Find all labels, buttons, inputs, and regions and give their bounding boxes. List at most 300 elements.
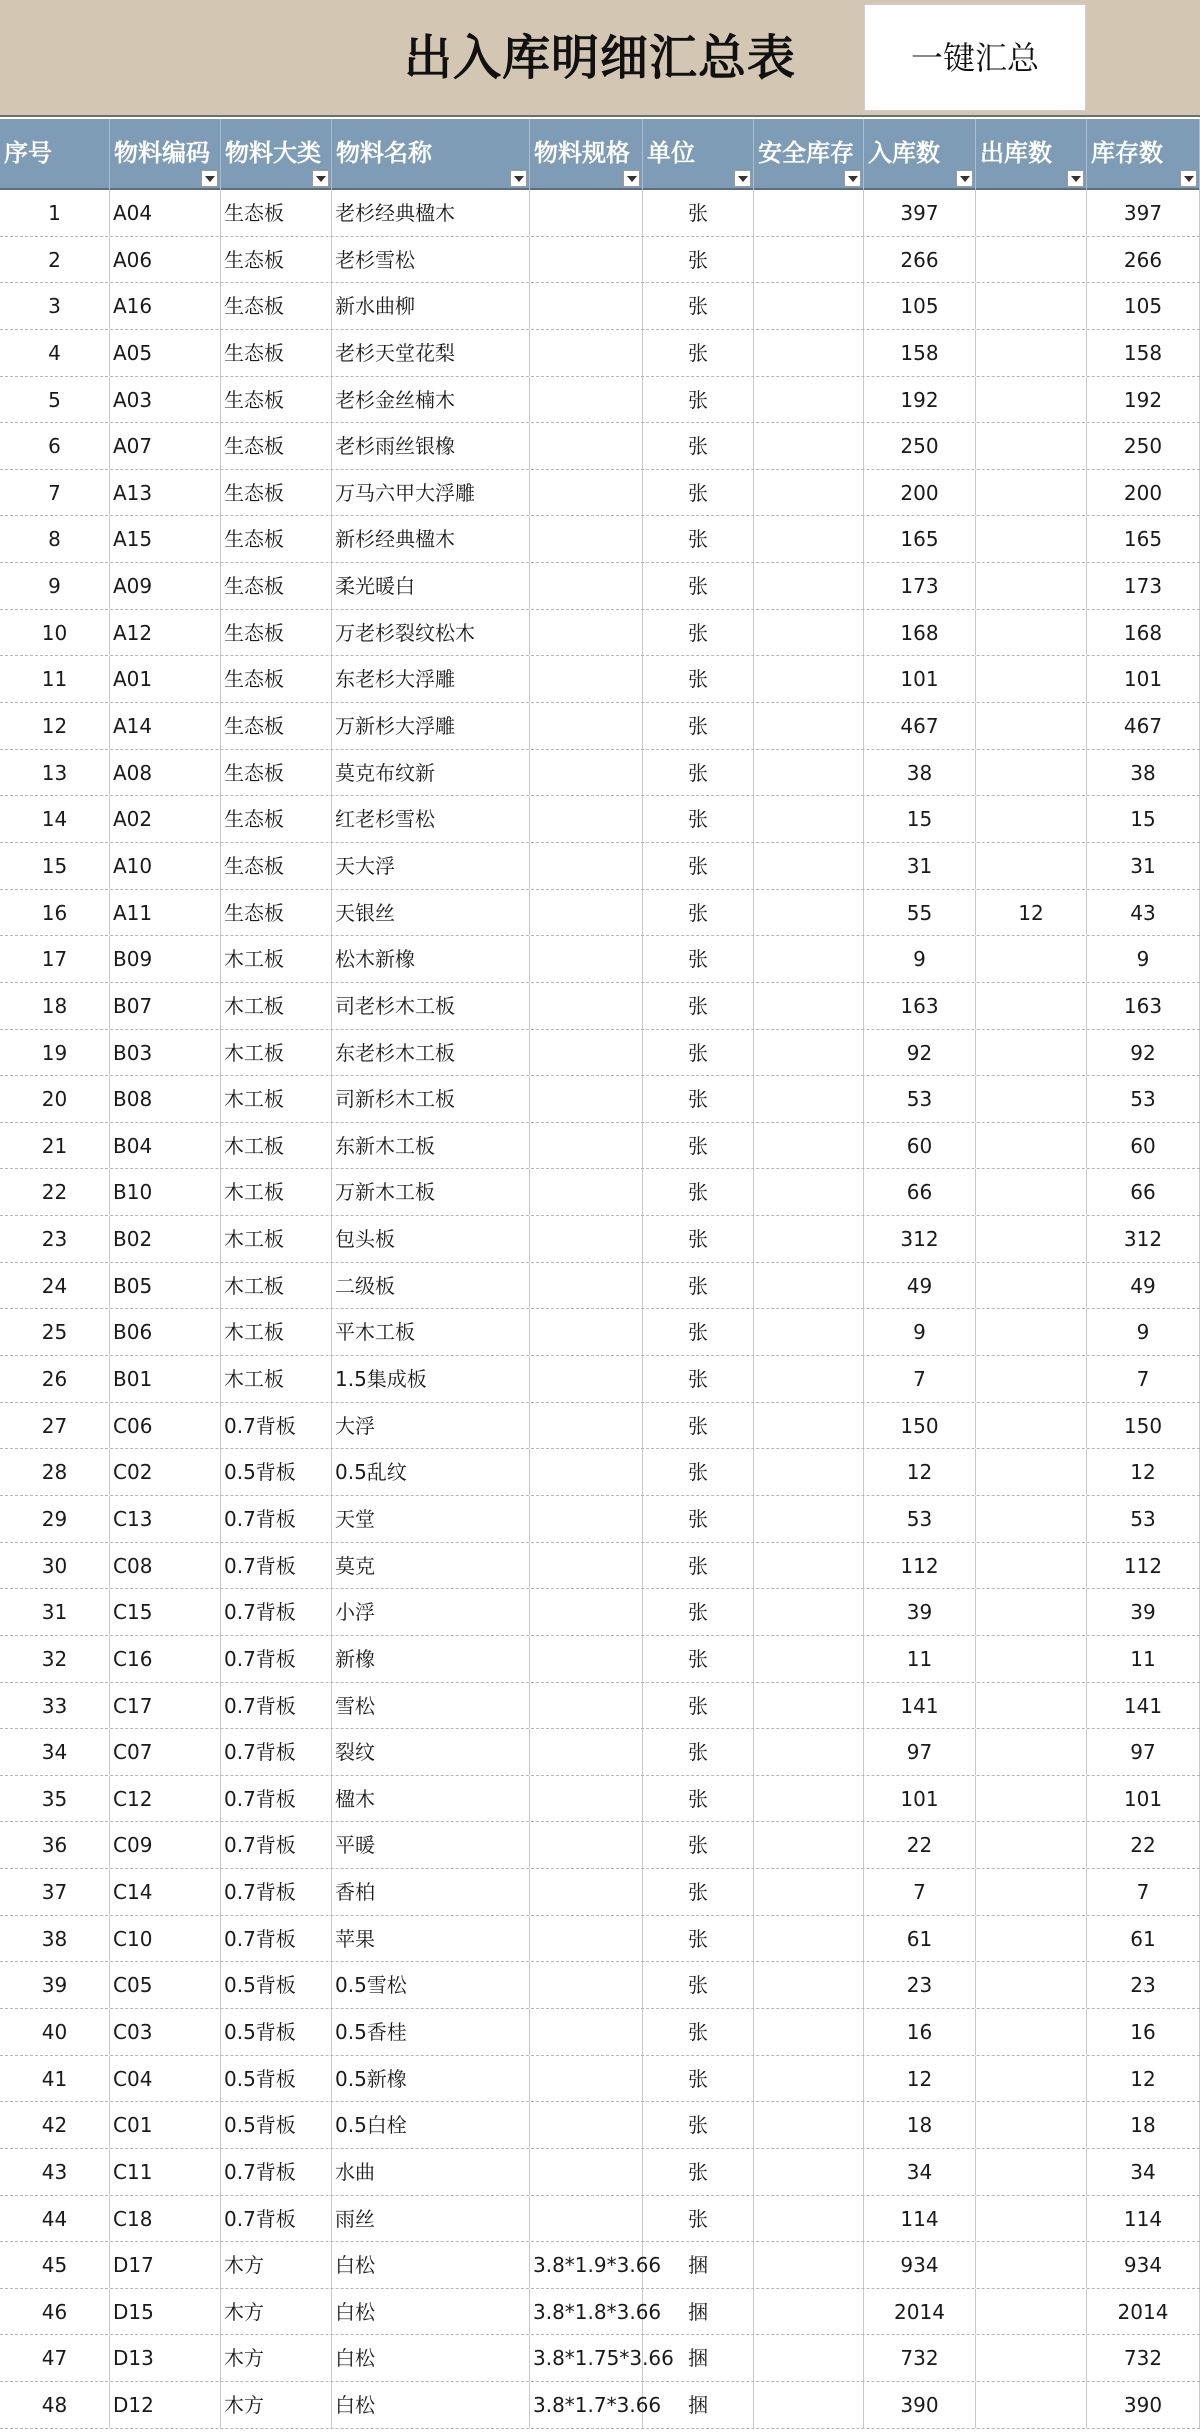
cell-col-spec[interactable] xyxy=(530,1916,643,1962)
cell-col-safety-stock[interactable] xyxy=(754,237,864,283)
cell-col-inbound[interactable]: 934 xyxy=(864,2242,976,2288)
filter-dropdown-icon[interactable] xyxy=(201,170,218,187)
cell-col-outbound[interactable] xyxy=(976,1216,1087,1262)
cell-col-seq[interactable]: 33 xyxy=(0,1683,110,1729)
cell-col-category[interactable]: 生态板 xyxy=(221,516,332,562)
cell-col-code[interactable]: C02 xyxy=(110,1449,221,1495)
cell-col-inbound[interactable]: 39 xyxy=(864,1589,976,1635)
cell-col-safety-stock[interactable] xyxy=(754,1076,864,1122)
cell-col-outbound[interactable] xyxy=(976,1962,1087,2008)
cell-col-outbound[interactable] xyxy=(976,2196,1087,2242)
cell-col-stock[interactable]: 38 xyxy=(1087,750,1200,796)
cell-col-stock[interactable]: 112 xyxy=(1087,1543,1200,1589)
cell-col-code[interactable]: B04 xyxy=(110,1123,221,1169)
cell-col-name[interactable]: 天堂 xyxy=(332,1496,530,1542)
cell-col-stock[interactable]: 66 xyxy=(1087,1169,1200,1215)
cell-col-unit[interactable]: 张 xyxy=(643,1309,754,1355)
cell-col-safety-stock[interactable] xyxy=(754,703,864,749)
cell-col-inbound[interactable]: 49 xyxy=(864,1263,976,1309)
cell-col-unit[interactable]: 张 xyxy=(643,1683,754,1729)
cell-col-spec[interactable] xyxy=(530,377,643,423)
cell-col-safety-stock[interactable] xyxy=(754,610,864,656)
cell-col-stock[interactable]: 53 xyxy=(1087,1496,1200,1542)
cell-col-name[interactable]: 苹果 xyxy=(332,1916,530,1962)
cell-col-stock[interactable]: 31 xyxy=(1087,843,1200,889)
cell-col-spec[interactable] xyxy=(530,516,643,562)
cell-col-name[interactable]: 平木工板 xyxy=(332,1309,530,1355)
cell-col-spec[interactable] xyxy=(530,796,643,842)
cell-col-safety-stock[interactable] xyxy=(754,1636,864,1682)
cell-col-unit[interactable]: 张 xyxy=(643,796,754,842)
cell-col-stock[interactable]: 7 xyxy=(1087,1356,1200,1402)
cell-col-category[interactable]: 木工板 xyxy=(221,1030,332,1076)
cell-col-stock[interactable]: 101 xyxy=(1087,656,1200,702)
cell-col-inbound[interactable]: 114 xyxy=(864,2196,976,2242)
cell-col-inbound[interactable]: 60 xyxy=(864,1123,976,1169)
cell-col-stock[interactable]: 15 xyxy=(1087,796,1200,842)
cell-col-name[interactable]: 老杉经典楹木 xyxy=(332,190,530,236)
cell-col-unit[interactable]: 张 xyxy=(643,1263,754,1309)
cell-col-seq[interactable]: 18 xyxy=(0,983,110,1029)
cell-col-spec[interactable] xyxy=(530,1636,643,1682)
cell-col-unit[interactable]: 张 xyxy=(643,1962,754,2008)
cell-col-unit[interactable]: 张 xyxy=(643,470,754,516)
cell-col-code[interactable]: A12 xyxy=(110,610,221,656)
cell-col-code[interactable]: A10 xyxy=(110,843,221,889)
cell-col-unit[interactable]: 张 xyxy=(643,983,754,1029)
cell-col-seq[interactable]: 22 xyxy=(0,1169,110,1215)
cell-col-code[interactable]: A11 xyxy=(110,890,221,936)
cell-col-category[interactable]: 0.7背板 xyxy=(221,1403,332,1449)
cell-col-unit[interactable]: 张 xyxy=(643,1030,754,1076)
cell-col-spec[interactable] xyxy=(530,656,643,702)
cell-col-safety-stock[interactable] xyxy=(754,2335,864,2381)
cell-col-inbound[interactable]: 7 xyxy=(864,1356,976,1402)
cell-col-stock[interactable]: 312 xyxy=(1087,1216,1200,1262)
cell-col-name[interactable]: 松木新橡 xyxy=(332,936,530,982)
cell-col-stock[interactable]: 397 xyxy=(1087,190,1200,236)
cell-col-category[interactable]: 生态板 xyxy=(221,890,332,936)
cell-col-unit[interactable]: 张 xyxy=(643,1916,754,1962)
cell-col-outbound[interactable] xyxy=(976,1589,1087,1635)
cell-col-category[interactable]: 生态板 xyxy=(221,796,332,842)
cell-col-category[interactable]: 生态板 xyxy=(221,423,332,469)
cell-col-unit[interactable]: 捆 xyxy=(643,2242,754,2288)
cell-col-safety-stock[interactable] xyxy=(754,1776,864,1822)
cell-col-code[interactable]: C08 xyxy=(110,1543,221,1589)
cell-col-outbound[interactable] xyxy=(976,1356,1087,1402)
cell-col-stock[interactable]: 49 xyxy=(1087,1263,1200,1309)
cell-col-seq[interactable]: 23 xyxy=(0,1216,110,1262)
cell-col-outbound[interactable] xyxy=(976,1403,1087,1449)
cell-col-outbound[interactable] xyxy=(976,1123,1087,1169)
cell-col-stock[interactable]: 390 xyxy=(1087,2382,1200,2428)
cell-col-code[interactable]: A15 xyxy=(110,516,221,562)
cell-col-category[interactable]: 生态板 xyxy=(221,190,332,236)
cell-col-spec[interactable]: 3.8*1.75*3.66 xyxy=(530,2335,643,2381)
cell-col-inbound[interactable]: 55 xyxy=(864,890,976,936)
cell-col-inbound[interactable]: 53 xyxy=(864,1076,976,1122)
cell-col-category[interactable]: 生态板 xyxy=(221,377,332,423)
cell-col-outbound[interactable] xyxy=(976,1683,1087,1729)
cell-col-seq[interactable]: 47 xyxy=(0,2335,110,2381)
cell-col-spec[interactable] xyxy=(530,1403,643,1449)
filter-dropdown-icon[interactable] xyxy=(956,170,973,187)
cell-col-stock[interactable]: 61 xyxy=(1087,1916,1200,1962)
cell-col-code[interactable]: C01 xyxy=(110,2102,221,2148)
cell-col-inbound[interactable]: 66 xyxy=(864,1169,976,1215)
cell-col-outbound[interactable] xyxy=(976,983,1087,1029)
cell-col-seq[interactable]: 31 xyxy=(0,1589,110,1635)
cell-col-seq[interactable]: 3 xyxy=(0,283,110,329)
cell-col-code[interactable]: B06 xyxy=(110,1309,221,1355)
cell-col-safety-stock[interactable] xyxy=(754,1263,864,1309)
cell-col-category[interactable]: 生态板 xyxy=(221,283,332,329)
cell-col-code[interactable]: C10 xyxy=(110,1916,221,1962)
cell-col-inbound[interactable]: 200 xyxy=(864,470,976,516)
cell-col-inbound[interactable]: 12 xyxy=(864,1449,976,1495)
cell-col-safety-stock[interactable] xyxy=(754,1169,864,1215)
cell-col-unit[interactable]: 张 xyxy=(643,656,754,702)
cell-col-inbound[interactable]: 12 xyxy=(864,2056,976,2102)
cell-col-spec[interactable]: 3.8*1.8*3.66 xyxy=(530,2289,643,2335)
filter-dropdown-icon[interactable] xyxy=(623,170,640,187)
cell-col-seq[interactable]: 35 xyxy=(0,1776,110,1822)
cell-col-category[interactable]: 木工板 xyxy=(221,1169,332,1215)
cell-col-name[interactable]: 雪松 xyxy=(332,1683,530,1729)
cell-col-outbound[interactable] xyxy=(976,1496,1087,1542)
cell-col-safety-stock[interactable] xyxy=(754,563,864,609)
filter-dropdown-icon[interactable] xyxy=(1067,170,1084,187)
cell-col-spec[interactable] xyxy=(530,1309,643,1355)
cell-col-stock[interactable]: 165 xyxy=(1087,516,1200,562)
cell-col-inbound[interactable]: 38 xyxy=(864,750,976,796)
filter-dropdown-icon[interactable] xyxy=(510,170,527,187)
cell-col-inbound[interactable]: 18 xyxy=(864,2102,976,2148)
cell-col-code[interactable]: D17 xyxy=(110,2242,221,2288)
cell-col-inbound[interactable]: 467 xyxy=(864,703,976,749)
cell-col-name[interactable]: 东新木工板 xyxy=(332,1123,530,1169)
cell-col-stock[interactable]: 101 xyxy=(1087,1776,1200,1822)
cell-col-spec[interactable] xyxy=(530,563,643,609)
cell-col-inbound[interactable]: 7 xyxy=(864,1869,976,1915)
cell-col-inbound[interactable]: 53 xyxy=(864,1496,976,1542)
cell-col-category[interactable]: 木工板 xyxy=(221,1309,332,1355)
cell-col-unit[interactable]: 张 xyxy=(643,843,754,889)
cell-col-outbound[interactable]: 12 xyxy=(976,890,1087,936)
cell-col-category[interactable]: 生态板 xyxy=(221,563,332,609)
cell-col-code[interactable]: A14 xyxy=(110,703,221,749)
cell-col-stock[interactable]: 60 xyxy=(1087,1123,1200,1169)
cell-col-safety-stock[interactable] xyxy=(754,2289,864,2335)
cell-col-stock[interactable]: 34 xyxy=(1087,2149,1200,2195)
cell-col-outbound[interactable] xyxy=(976,423,1087,469)
cell-col-spec[interactable] xyxy=(530,2102,643,2148)
cell-col-code[interactable]: A01 xyxy=(110,656,221,702)
cell-col-outbound[interactable] xyxy=(976,2009,1087,2055)
cell-col-code[interactable]: C09 xyxy=(110,1822,221,1868)
cell-col-spec[interactable] xyxy=(530,1543,643,1589)
cell-col-unit[interactable]: 张 xyxy=(643,1496,754,1542)
cell-col-outbound[interactable] xyxy=(976,796,1087,842)
cell-col-seq[interactable]: 16 xyxy=(0,890,110,936)
summary-button[interactable]: 一键汇总 xyxy=(864,4,1086,111)
cell-col-spec[interactable] xyxy=(530,1169,643,1215)
cell-col-name[interactable]: 包头板 xyxy=(332,1216,530,1262)
cell-col-name[interactable]: 老杉雪松 xyxy=(332,237,530,283)
cell-col-outbound[interactable] xyxy=(976,1263,1087,1309)
cell-col-seq[interactable]: 13 xyxy=(0,750,110,796)
cell-col-inbound[interactable]: 390 xyxy=(864,2382,976,2428)
cell-col-name[interactable]: 小浮 xyxy=(332,1589,530,1635)
cell-col-code[interactable]: B09 xyxy=(110,936,221,982)
cell-col-seq[interactable]: 41 xyxy=(0,2056,110,2102)
cell-col-spec[interactable] xyxy=(530,1869,643,1915)
cell-col-code[interactable]: B05 xyxy=(110,1263,221,1309)
cell-col-spec[interactable] xyxy=(530,423,643,469)
cell-col-stock[interactable]: 11 xyxy=(1087,1636,1200,1682)
cell-col-name[interactable]: 东老杉大浮雕 xyxy=(332,656,530,702)
cell-col-safety-stock[interactable] xyxy=(754,890,864,936)
cell-col-spec[interactable] xyxy=(530,890,643,936)
cell-col-safety-stock[interactable] xyxy=(754,377,864,423)
cell-col-outbound[interactable] xyxy=(976,656,1087,702)
cell-col-code[interactable]: C03 xyxy=(110,2009,221,2055)
cell-col-stock[interactable]: 22 xyxy=(1087,1822,1200,1868)
cell-col-safety-stock[interactable] xyxy=(754,1543,864,1589)
cell-col-spec[interactable] xyxy=(530,283,643,329)
cell-col-unit[interactable]: 张 xyxy=(643,1869,754,1915)
cell-col-category[interactable]: 生态板 xyxy=(221,703,332,749)
cell-col-stock[interactable]: 732 xyxy=(1087,2335,1200,2381)
cell-col-spec[interactable] xyxy=(530,1216,643,1262)
cell-col-code[interactable]: A08 xyxy=(110,750,221,796)
cell-col-inbound[interactable]: 11 xyxy=(864,1636,976,1682)
cell-col-spec[interactable] xyxy=(530,1776,643,1822)
cell-col-name[interactable]: 裂纹 xyxy=(332,1729,530,1775)
cell-col-code[interactable]: D13 xyxy=(110,2335,221,2381)
cell-col-code[interactable]: D12 xyxy=(110,2382,221,2428)
cell-col-category[interactable]: 生态板 xyxy=(221,750,332,796)
cell-col-unit[interactable]: 张 xyxy=(643,2196,754,2242)
cell-col-seq[interactable]: 40 xyxy=(0,2009,110,2055)
cell-col-outbound[interactable] xyxy=(976,1636,1087,1682)
cell-col-inbound[interactable]: 16 xyxy=(864,2009,976,2055)
cell-col-safety-stock[interactable] xyxy=(754,1309,864,1355)
cell-col-spec[interactable]: 3.8*1.9*3.66 xyxy=(530,2242,643,2288)
cell-col-name[interactable]: 老杉雨丝银橡 xyxy=(332,423,530,469)
cell-col-unit[interactable]: 张 xyxy=(643,516,754,562)
cell-col-unit[interactable]: 张 xyxy=(643,563,754,609)
cell-col-name[interactable]: 万新杉大浮雕 xyxy=(332,703,530,749)
cell-col-stock[interactable]: 168 xyxy=(1087,610,1200,656)
filter-dropdown-icon[interactable] xyxy=(312,170,329,187)
cell-col-spec[interactable] xyxy=(530,2056,643,2102)
cell-col-outbound[interactable] xyxy=(976,1916,1087,1962)
cell-col-unit[interactable]: 张 xyxy=(643,423,754,469)
cell-col-spec[interactable] xyxy=(530,936,643,982)
cell-col-stock[interactable]: 9 xyxy=(1087,936,1200,982)
cell-col-code[interactable]: A05 xyxy=(110,330,221,376)
cell-col-seq[interactable]: 1 xyxy=(0,190,110,236)
cell-col-name[interactable]: 新杉经典楹木 xyxy=(332,516,530,562)
cell-col-category[interactable]: 木工板 xyxy=(221,1356,332,1402)
cell-col-seq[interactable]: 14 xyxy=(0,796,110,842)
cell-col-category[interactable]: 木工板 xyxy=(221,1076,332,1122)
cell-col-name[interactable]: 0.5新橡 xyxy=(332,2056,530,2102)
cell-col-code[interactable]: C13 xyxy=(110,1496,221,1542)
cell-col-outbound[interactable] xyxy=(976,470,1087,516)
cell-col-code[interactable]: C05 xyxy=(110,1962,221,2008)
cell-col-name[interactable]: 1.5集成板 xyxy=(332,1356,530,1402)
cell-col-category[interactable]: 0.7背板 xyxy=(221,1869,332,1915)
cell-col-unit[interactable]: 捆 xyxy=(643,2335,754,2381)
cell-col-spec[interactable] xyxy=(530,610,643,656)
cell-col-safety-stock[interactable] xyxy=(754,2196,864,2242)
cell-col-safety-stock[interactable] xyxy=(754,656,864,702)
cell-col-name[interactable]: 司新杉木工板 xyxy=(332,1076,530,1122)
cell-col-spec[interactable] xyxy=(530,2149,643,2195)
filter-dropdown-icon[interactable] xyxy=(1180,170,1197,187)
cell-col-spec[interactable] xyxy=(530,1263,643,1309)
cell-col-seq[interactable]: 11 xyxy=(0,656,110,702)
cell-col-code[interactable]: C17 xyxy=(110,1683,221,1729)
cell-col-unit[interactable]: 张 xyxy=(643,1636,754,1682)
cell-col-safety-stock[interactable] xyxy=(754,2149,864,2195)
cell-col-unit[interactable]: 张 xyxy=(643,1356,754,1402)
cell-col-spec[interactable] xyxy=(530,190,643,236)
cell-col-category[interactable]: 0.7背板 xyxy=(221,1543,332,1589)
cell-col-inbound[interactable]: 61 xyxy=(864,1916,976,1962)
cell-col-spec[interactable] xyxy=(530,843,643,889)
cell-col-category[interactable]: 木方 xyxy=(221,2335,332,2381)
cell-col-spec[interactable] xyxy=(530,1589,643,1635)
cell-col-stock[interactable]: 467 xyxy=(1087,703,1200,749)
cell-col-name[interactable]: 水曲 xyxy=(332,2149,530,2195)
cell-col-inbound[interactable]: 141 xyxy=(864,1683,976,1729)
cell-col-outbound[interactable] xyxy=(976,563,1087,609)
cell-col-unit[interactable]: 张 xyxy=(643,1543,754,1589)
cell-col-outbound[interactable] xyxy=(976,1309,1087,1355)
cell-col-safety-stock[interactable] xyxy=(754,750,864,796)
cell-col-category[interactable]: 0.7背板 xyxy=(221,1589,332,1635)
cell-col-name[interactable]: 老杉金丝楠木 xyxy=(332,377,530,423)
cell-col-safety-stock[interactable] xyxy=(754,1962,864,2008)
cell-col-name[interactable]: 万新木工板 xyxy=(332,1169,530,1215)
cell-col-inbound[interactable]: 266 xyxy=(864,237,976,283)
cell-col-category[interactable]: 0.7背板 xyxy=(221,1776,332,1822)
cell-col-category[interactable]: 0.5背板 xyxy=(221,1449,332,1495)
cell-col-stock[interactable]: 97 xyxy=(1087,1729,1200,1775)
cell-col-unit[interactable]: 张 xyxy=(643,1729,754,1775)
cell-col-inbound[interactable]: 168 xyxy=(864,610,976,656)
cell-col-stock[interactable]: 250 xyxy=(1087,423,1200,469)
cell-col-name[interactable]: 莫克 xyxy=(332,1543,530,1589)
cell-col-spec[interactable] xyxy=(530,1356,643,1402)
cell-col-safety-stock[interactable] xyxy=(754,843,864,889)
cell-col-outbound[interactable] xyxy=(976,237,1087,283)
cell-col-stock[interactable]: 53 xyxy=(1087,1076,1200,1122)
cell-col-inbound[interactable]: 97 xyxy=(864,1729,976,1775)
cell-col-seq[interactable]: 17 xyxy=(0,936,110,982)
cell-col-unit[interactable]: 张 xyxy=(643,703,754,749)
cell-col-safety-stock[interactable] xyxy=(754,423,864,469)
cell-col-stock[interactable]: 934 xyxy=(1087,2242,1200,2288)
cell-col-seq[interactable]: 37 xyxy=(0,1869,110,1915)
cell-col-seq[interactable]: 10 xyxy=(0,610,110,656)
cell-col-outbound[interactable] xyxy=(976,190,1087,236)
cell-col-name[interactable]: 莫克布纹新 xyxy=(332,750,530,796)
cell-col-stock[interactable]: 192 xyxy=(1087,377,1200,423)
cell-col-seq[interactable]: 44 xyxy=(0,2196,110,2242)
cell-col-category[interactable]: 木工板 xyxy=(221,1216,332,1262)
cell-col-unit[interactable]: 捆 xyxy=(643,2289,754,2335)
cell-col-safety-stock[interactable] xyxy=(754,2102,864,2148)
cell-col-spec[interactable] xyxy=(530,1496,643,1542)
cell-col-unit[interactable]: 张 xyxy=(643,237,754,283)
cell-col-safety-stock[interactable] xyxy=(754,1822,864,1868)
cell-col-code[interactable]: A06 xyxy=(110,237,221,283)
cell-col-unit[interactable]: 张 xyxy=(643,610,754,656)
cell-col-outbound[interactable] xyxy=(976,843,1087,889)
cell-col-stock[interactable]: 16 xyxy=(1087,2009,1200,2055)
cell-col-outbound[interactable] xyxy=(976,283,1087,329)
cell-col-code[interactable]: B08 xyxy=(110,1076,221,1122)
cell-col-inbound[interactable]: 15 xyxy=(864,796,976,842)
cell-col-name[interactable]: 白松 xyxy=(332,2335,530,2381)
cell-col-outbound[interactable] xyxy=(976,2289,1087,2335)
cell-col-name[interactable]: 万老杉裂纹松木 xyxy=(332,610,530,656)
cell-col-outbound[interactable] xyxy=(976,703,1087,749)
cell-col-unit[interactable]: 张 xyxy=(643,330,754,376)
cell-col-seq[interactable]: 4 xyxy=(0,330,110,376)
cell-col-unit[interactable]: 张 xyxy=(643,1776,754,1822)
cell-col-safety-stock[interactable] xyxy=(754,983,864,1029)
cell-col-unit[interactable]: 张 xyxy=(643,1169,754,1215)
cell-col-name[interactable]: 白松 xyxy=(332,2242,530,2288)
cell-col-inbound[interactable]: 105 xyxy=(864,283,976,329)
cell-col-outbound[interactable] xyxy=(976,2149,1087,2195)
cell-col-outbound[interactable] xyxy=(976,2102,1087,2148)
cell-col-category[interactable]: 0.5背板 xyxy=(221,2102,332,2148)
cell-col-spec[interactable] xyxy=(530,2196,643,2242)
cell-col-code[interactable]: A03 xyxy=(110,377,221,423)
cell-col-code[interactable]: A16 xyxy=(110,283,221,329)
cell-col-spec[interactable] xyxy=(530,1123,643,1169)
cell-col-unit[interactable]: 张 xyxy=(643,377,754,423)
cell-col-category[interactable]: 0.7背板 xyxy=(221,1683,332,1729)
cell-col-category[interactable]: 0.7背板 xyxy=(221,1822,332,1868)
cell-col-inbound[interactable]: 165 xyxy=(864,516,976,562)
cell-col-seq[interactable]: 45 xyxy=(0,2242,110,2288)
cell-col-spec[interactable] xyxy=(530,703,643,749)
cell-col-stock[interactable]: 266 xyxy=(1087,237,1200,283)
cell-col-code[interactable]: C04 xyxy=(110,2056,221,2102)
cell-col-seq[interactable]: 34 xyxy=(0,1729,110,1775)
cell-col-unit[interactable]: 张 xyxy=(643,1216,754,1262)
cell-col-inbound[interactable]: 312 xyxy=(864,1216,976,1262)
cell-col-inbound[interactable]: 732 xyxy=(864,2335,976,2381)
cell-col-spec[interactable] xyxy=(530,1822,643,1868)
cell-col-inbound[interactable]: 9 xyxy=(864,1309,976,1355)
cell-col-code[interactable]: A09 xyxy=(110,563,221,609)
cell-col-seq[interactable]: 42 xyxy=(0,2102,110,2148)
cell-col-name[interactable]: 大浮 xyxy=(332,1403,530,1449)
cell-col-safety-stock[interactable] xyxy=(754,1916,864,1962)
cell-col-stock[interactable]: 105 xyxy=(1087,283,1200,329)
cell-col-safety-stock[interactable] xyxy=(754,1356,864,1402)
cell-col-outbound[interactable] xyxy=(976,610,1087,656)
